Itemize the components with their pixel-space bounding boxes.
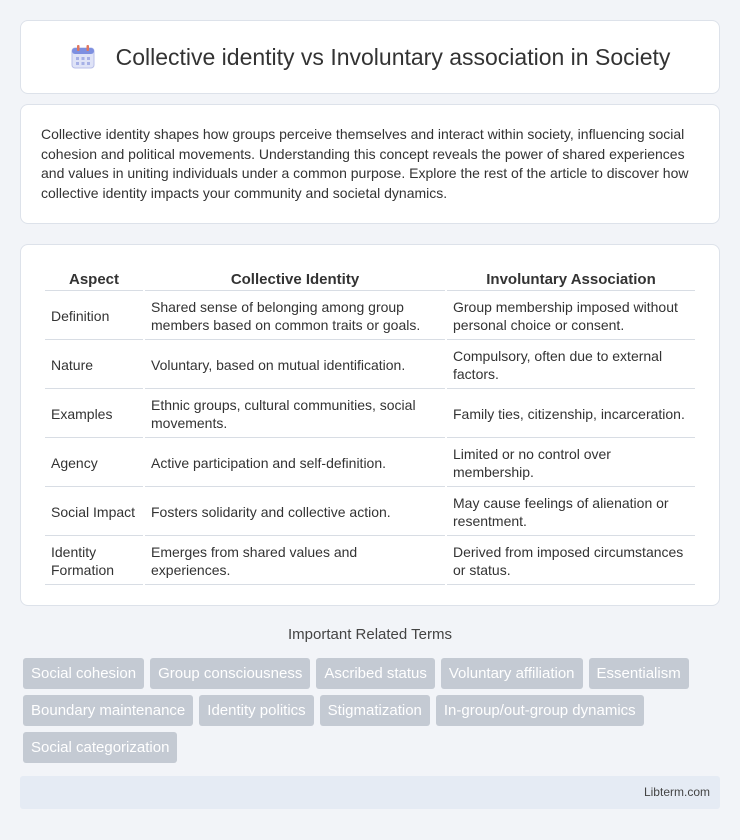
cell-collective: Voluntary, based on mutual identification. [145,342,445,389]
cell-collective: Fosters solidarity and collective action. [145,489,445,536]
table-header-row [45,267,695,291]
cell-involuntary: May cause feelings of alienation or resentment. [447,489,695,536]
header-aspect: Aspect [45,267,143,291]
comparison-table-card [20,244,720,606]
table-row [45,342,695,389]
table-row [45,293,695,340]
calendar-icon [70,44,96,70]
footer-site-link[interactable]: Libterm.com [643,785,710,799]
cell-collective: Emerges from shared values and experiences. [145,538,445,585]
cell-collective: Shared sense of belonging among group members based on common traits or goals. [145,293,445,340]
cell-aspect: Agency [45,440,143,487]
intro-text: Collective identity shapes how groups perceive themselves and interact within society, influencing social cohesion and political movements. Understanding this concept reveals the power of shared experiences and values in uniting individuals under a common purpose. Explore the rest of the article to discover how collective identity impacts your community and societal dynamics. [41,126,689,201]
cell-aspect: Nature [45,342,143,389]
cell-collective: Active participation and self-definition. [145,440,445,487]
table-row [45,391,695,438]
footer [20,776,720,809]
term-tag[interactable]: Voluntary affiliation [441,658,583,689]
page-title: Collective identity vs Involuntary association in Society [115,43,671,70]
term-tag[interactable]: Essentialism [589,658,689,689]
term-tag[interactable]: Boundary maintenance [23,695,193,726]
header-card [20,20,720,94]
cell-aspect: Identity Formation [45,538,143,585]
term-tag[interactable]: Identity politics [199,695,313,726]
term-tag[interactable]: Stigmatization [320,695,430,726]
term-tag[interactable]: In-group/out-group dynamics [436,695,644,726]
cell-involuntary: Group membership imposed without personal choice or consent. [447,293,695,340]
cell-aspect: Social Impact [45,489,143,536]
term-tag[interactable]: Ascribed status [316,658,435,689]
cell-involuntary: Family ties, citizenship, incarceration. [447,391,695,438]
header-collective-identity: Collective Identity [145,267,445,291]
comparison-table [43,265,697,587]
related-terms-list [23,658,723,769]
cell-aspect: Examples [45,391,143,438]
intro-card [20,104,720,224]
cell-involuntary: Compulsory, often due to external factors. [447,342,695,389]
cell-collective: Ethnic groups, cultural communities, social movements. [145,391,445,438]
term-tag[interactable]: Social cohesion [23,658,144,689]
term-tag[interactable]: Social categorization [23,732,177,763]
table-row [45,440,695,487]
cell-involuntary: Limited or no control over membership. [447,440,695,487]
related-terms-title: Important Related Terms [288,626,452,643]
cell-involuntary: Derived from imposed circumstances or status. [447,538,695,585]
table-row [45,489,695,536]
table-row [45,538,695,585]
cell-aspect: Definition [45,293,143,340]
term-tag[interactable]: Group consciousness [150,658,310,689]
header-involuntary-association: Involuntary Association [447,267,695,291]
